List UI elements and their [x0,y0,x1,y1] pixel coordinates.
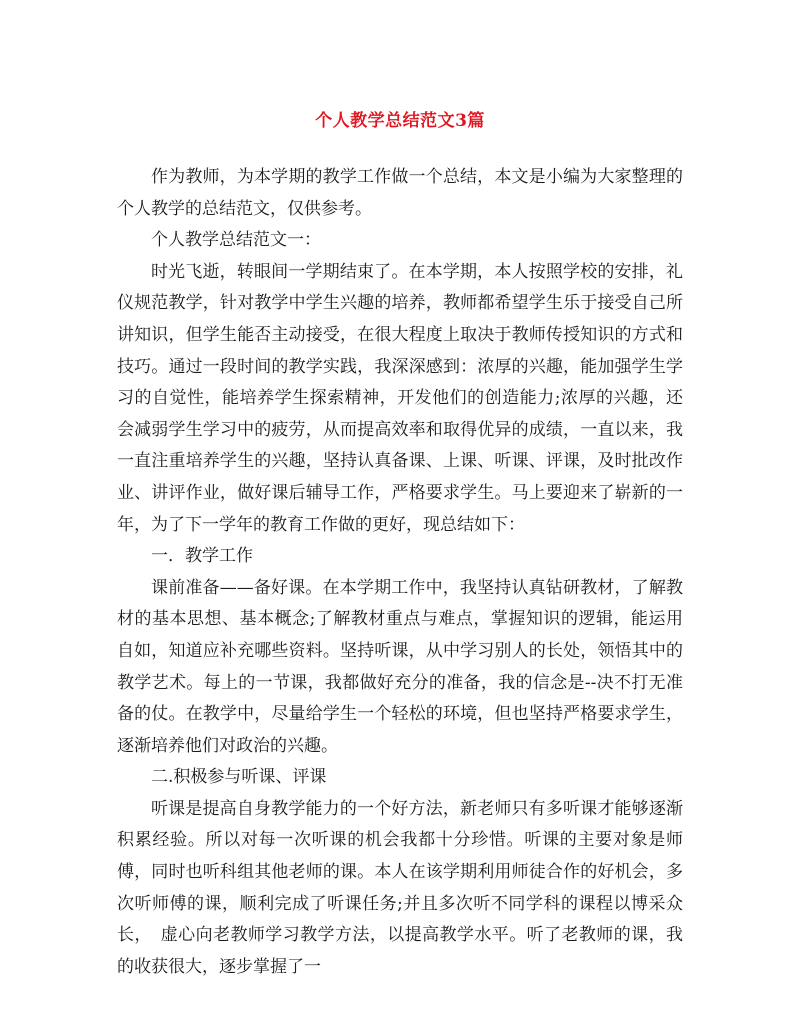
body-paragraph: 听课是提高自身教学能力的一个好方法，新老师只有多听课才能够逐渐积累经验。所以对每一次听课的机会我都十分珍惜。听课的主要对象是师傅，同时也听科组其他老师的课。本人在该学期利用师徒合作的好机会，多次听师傅的课，顺利完成了听课任务;并且多次听不同学科的课程以博采众长， 虚心向老教师学习教学方法，以提高教学水平。听了老教师的课，我的收获很大，逐步掌握了一 [117,798,683,977]
document-title: 个人教学总结范文3篇 [315,111,485,131]
body-paragraph: 时光飞逝，转眼间一学期结束了。在本学期，本人按照学校的安排，礼仪规范教学，针对教学中学生兴趣的培养，教师都希望学生乐于接受自己所讲知识，但学生能否主动接受，在很大程度上取决于教师传授知识的方式和技巧。通过一段时间的教学实践，我深深感到：浓厚的兴趣，能加强学生学习的自觉性，能培养学生探索精神，开发他们的创造能力;浓厚的兴趣，还会减弱学生学习中的疲劳，从而提高效率和取得优异的成绩，一直以来，我一直注重培养学生的兴趣，坚持认真备课、上课、听课、评课，及时批改作业、讲评作业，做好课后辅导工作，严格要求学生。马上要迎来了崭新的一年，为了下一学年的教育工作做的更好，现总结如下： [117,261,683,535]
section-heading-sample-one: 个人教学总结范文一： [151,230,321,251]
section-heading-lesson-observation: 二.积极参与听课、评课 [151,767,327,788]
intro-paragraph: 作为教师，为本学期的教学工作做一个总结，本文是小编为大家整理的个人教学的总结范文，仅供参考。 [117,167,683,219]
section-heading-teaching-work: 一．教学工作 [151,546,253,567]
document-body [117,162,683,983]
body-paragraph: 课前准备——备好课。在本学期工作中，我坚持认真钻研教材，了解教材的基本思想、基本概念;了解教材重点与难点，掌握知识的逻辑，能运用自如，知道应补充哪些资料。坚持听课，从中学习别人的长处，领悟其中的教学艺术。每上的一节课，我都做好充分的准备，我的信念是--决不打无准备的仗。在教学中，尽量给学生一个轻松的环境，但也坚持严格要求学生，逐渐培养他们对政治的兴趣。 [117,577,683,756]
